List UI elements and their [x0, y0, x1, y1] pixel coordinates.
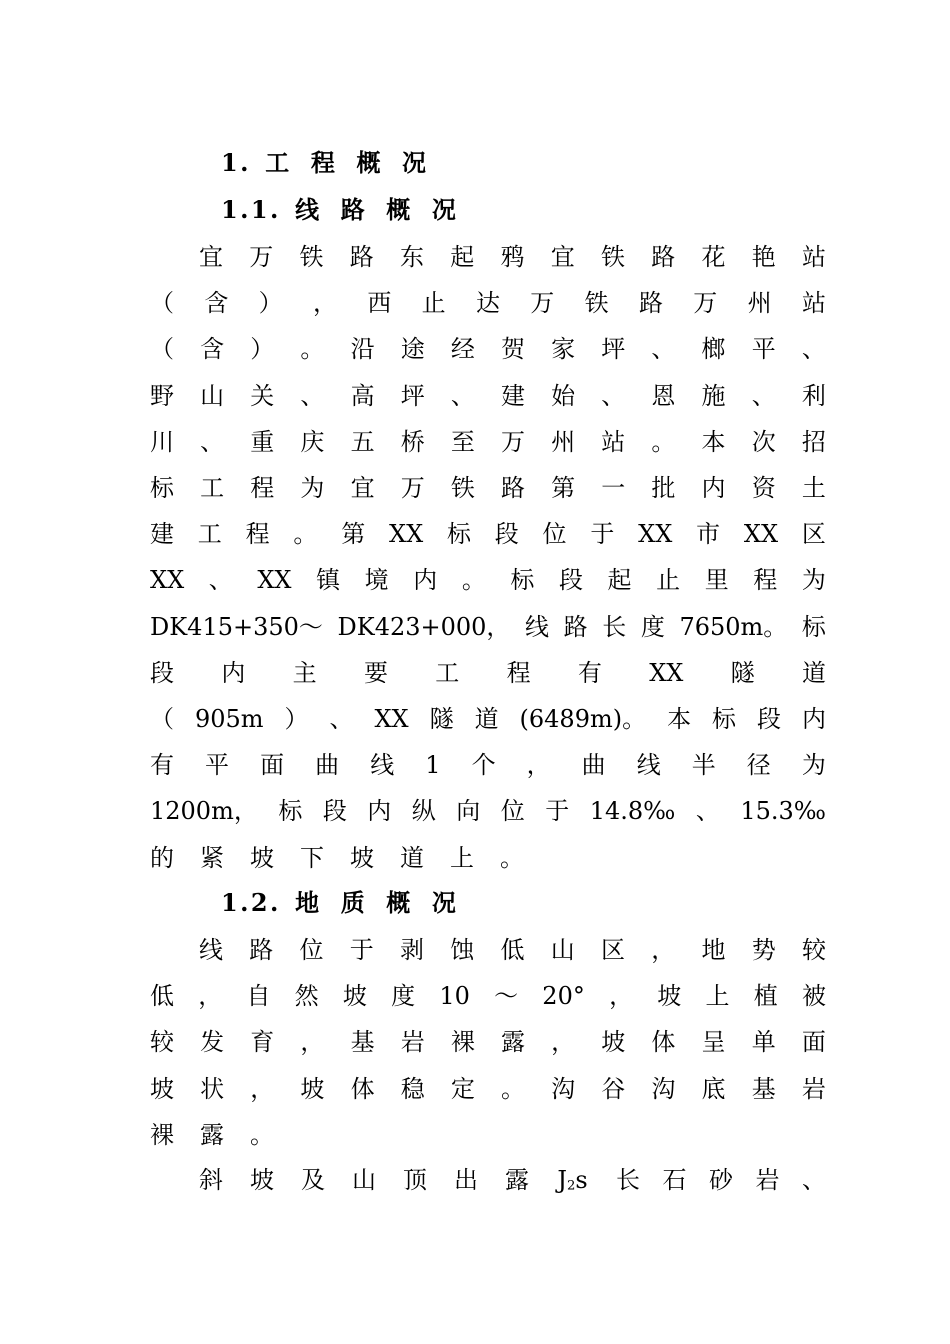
paragraph-line: 建 工 程 。 第 XX 标 段 位 于 XX 市 XX 区: [150, 520, 826, 549]
paragraph-line: DK415+350～ DK423+000， 线 路 长 度 7650m。 标: [150, 612, 826, 641]
heading-1-2-title: 地质概况: [295, 888, 478, 917]
paragraph-line: 段 内 主 要 工 程 有 XX 隧 道: [150, 658, 826, 687]
heading-1-number: 1.: [221, 148, 251, 177]
paragraph-line: 的 紧 坡 下 坡 道 上 。: [150, 843, 524, 872]
paragraph-line: 标 工 程 为 宜 万 铁 路 第 一 批 内 资 土: [150, 474, 826, 502]
heading-1-2-number: 1.2.: [221, 888, 281, 917]
paragraph-line: 有 平 面 曲 线 1 个 ， 曲 线 半 径 为: [150, 751, 826, 780]
paragraph-line: XX 、 XX 镇 境 内 。 标 段 起 止 里 程 为: [150, 566, 826, 595]
paragraph-line: （ 含 ） 。 沿 途 经 贺 家 坪 、 榔 平 、: [150, 335, 826, 364]
rock-line-before: 斜 坡 及 山 顶 出 露: [199, 1166, 529, 1194]
paragraph-line: 低 ， 自 然 坡 度 10 ～ 20° ， 坡 上 植 被: [150, 982, 826, 1011]
heading-1-1-number: 1.1.: [221, 195, 281, 224]
paragraph-line: 裸 露 。: [150, 1120, 274, 1149]
rock-code: $J_2s$: [557, 1166, 588, 1194]
heading-1-1: [221, 190, 478, 230]
paragraph-line: 野 山 关 、 高 坪 、 建 始 、 恩 施 、 利: [150, 381, 826, 410]
paragraph-line: 坡 状 ， 坡 体 稳 定 。 沟 谷 沟 底 基 岩: [150, 1074, 826, 1103]
paragraph-line: （ 含 ） ， 西 止 达 万 铁 路 万 州 站: [150, 289, 826, 318]
paragraph-line: （ 905m ） 、 XX 隧 道 (6489m)。 本 标 段 内: [150, 705, 826, 733]
rock-line-after: 长 石 砂 岩 、: [616, 1166, 826, 1194]
paragraph-line: 线 路 位 于 剥 蚀 低 山 区 ， 地 势 较: [199, 936, 826, 964]
heading-1-1-title: 线路概况: [295, 195, 478, 224]
paragraph-line: 1200m， 标 段 内 纵 向 位 于 14.8‰ 、 15.3‰: [150, 797, 826, 826]
paragraph-line-rock: [199, 1160, 826, 1200]
paragraph-line: 宜 万 铁 路 东 起 鸦 宜 铁 路 花 艳 站: [199, 243, 826, 271]
paragraph-line: 川 、 重 庆 五 桥 至 万 州 站 。 本 次 招: [150, 427, 826, 456]
heading-1-2: [221, 883, 478, 923]
heading-1: [221, 143, 448, 183]
paragraph-line: 较 发 育 ， 基 岩 裸 露 ， 坡 体 呈 单 面: [150, 1028, 826, 1057]
heading-1-title: 工程概况: [265, 148, 448, 177]
